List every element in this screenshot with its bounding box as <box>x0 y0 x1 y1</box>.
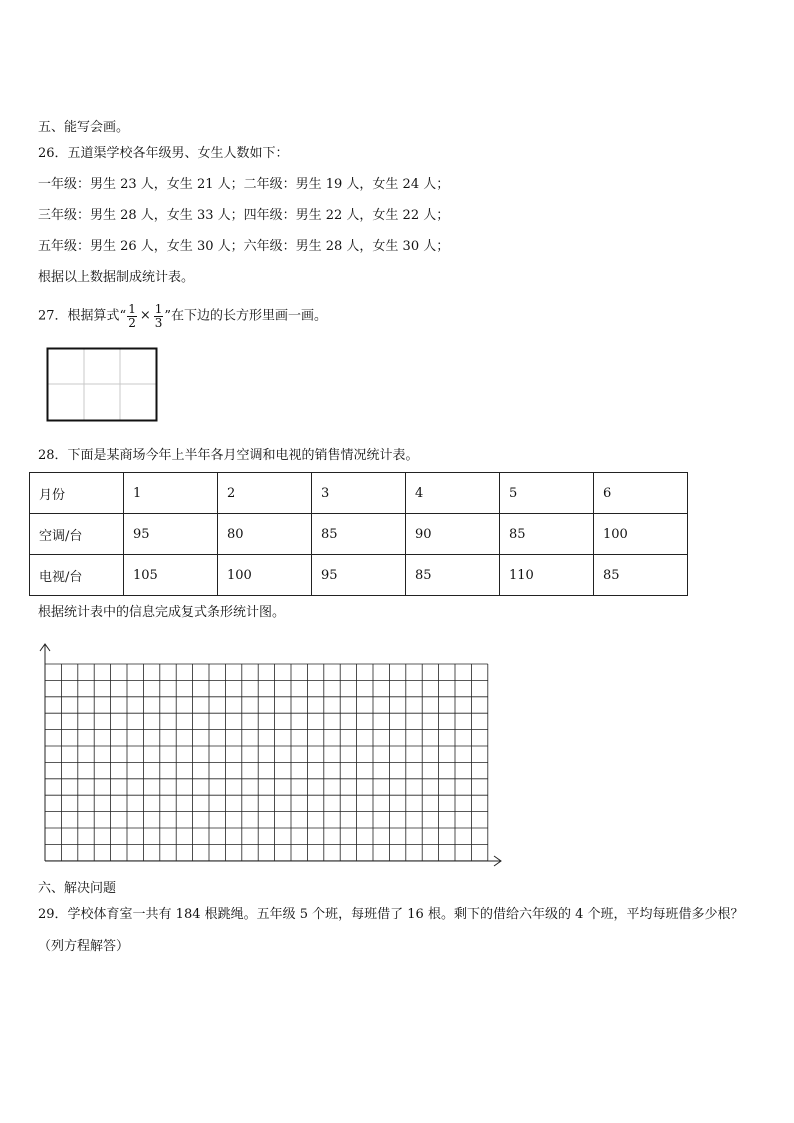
table-cell: 85 <box>312 514 406 555</box>
q27-prefix: 27．根据算式“ <box>38 308 127 324</box>
q29-note: （列方程解答） <box>38 939 130 954</box>
table-cell: 80 <box>218 514 312 555</box>
table-cell: 100 <box>594 514 688 555</box>
fraction-one-third <box>154 303 164 330</box>
table-cell: 85 <box>406 555 500 596</box>
table-cell: 105 <box>124 555 218 596</box>
q27-stem <box>38 301 327 332</box>
frac2-denominator: 3 <box>154 315 163 330</box>
table-cell: 100 <box>218 555 312 596</box>
table-cell: 电视/台 <box>30 555 124 596</box>
fraction-one-half <box>127 303 137 330</box>
table-cell: 95 <box>124 514 218 555</box>
drawing-rectangle[interactable] <box>46 347 158 422</box>
q26-line-1: 一年级：男生 23 人，女生 21 人；二年级：男生 19 人，女生 24 人； <box>38 177 450 192</box>
frac1-denominator: 2 <box>128 315 136 330</box>
frac1-numerator: 1 <box>128 301 136 316</box>
table-cell: 110 <box>500 555 594 596</box>
sales-table <box>29 472 688 596</box>
axes <box>40 644 501 866</box>
q28-stem: 28．下面是某商场今年上半年各月空调和电视的销售情况统计表。 <box>38 448 419 463</box>
frac2-numerator: 1 <box>154 301 163 316</box>
section-six-title: 六、解决问题 <box>38 881 117 896</box>
table-cell: 3 <box>312 473 406 514</box>
table-cell: 1 <box>124 473 218 514</box>
q26-line-2: 三年级：男生 28 人，女生 33 人；四年级：男生 22 人，女生 22 人； <box>38 208 450 223</box>
table-header-row <box>30 473 688 514</box>
table-cell: 空调/台 <box>30 514 124 555</box>
blank-bar-chart-grid[interactable] <box>36 640 506 870</box>
q27-suffix: ”在下边的长方形里画一画。 <box>164 308 328 324</box>
q26-line-3: 五年级：男生 26 人，女生 30 人；六年级：男生 28 人，女生 30 人； <box>38 239 450 254</box>
table-cell: 6 <box>594 473 688 514</box>
table-cell: 2 <box>218 473 312 514</box>
table-row <box>30 514 688 555</box>
grid-lines <box>45 664 488 861</box>
multiply-operator: × <box>139 308 151 323</box>
table-cell: 95 <box>312 555 406 596</box>
table-cell: 5 <box>500 473 594 514</box>
table-cell: 85 <box>594 555 688 596</box>
q26-instruction: 根据以上数据制成统计表。 <box>38 270 195 285</box>
q29-stem: 29．学校体育室一共有 184 根跳绳。五年级 5 个班，每班借了 16 根。剩下的借给六年级的 4 个班，平均每班借多少根？ <box>38 907 744 922</box>
table-cell: 月份 <box>30 473 124 514</box>
table-row <box>30 555 688 596</box>
q26-stem: 26．五道渠学校各年级男、女生人数如下： <box>38 146 289 161</box>
section-five-title: 五、能写会画。 <box>38 120 130 135</box>
table-cell: 4 <box>406 473 500 514</box>
table-cell: 85 <box>500 514 594 555</box>
table-cell: 90 <box>406 514 500 555</box>
q28-instruction: 根据统计表中的信息完成复式条形统计图。 <box>38 605 286 620</box>
